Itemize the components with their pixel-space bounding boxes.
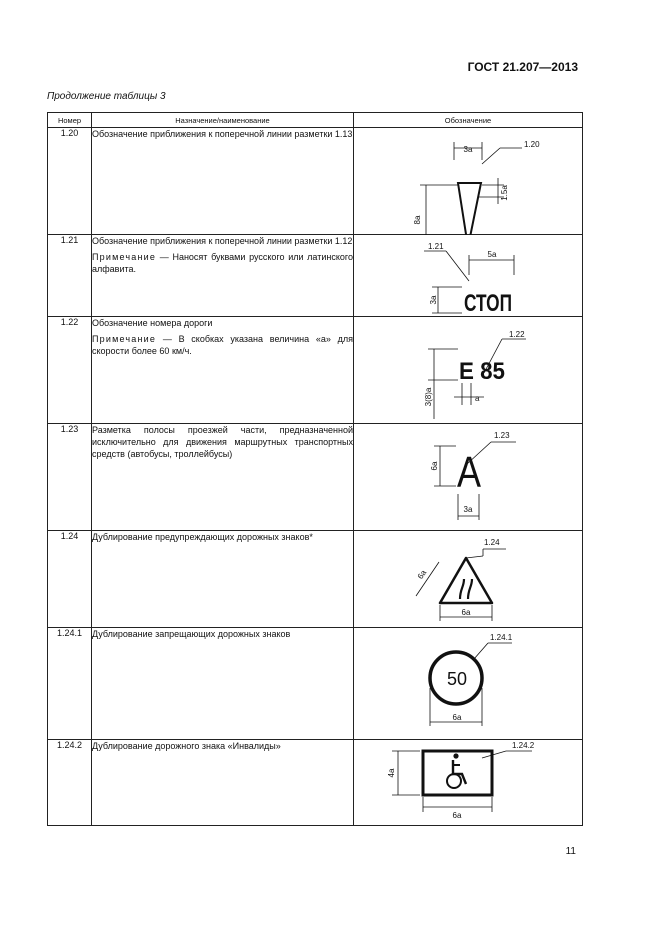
row-description: Разметка полосы проезжей части, предназначенной исключительно для движения маршрутных транспортных средств (автобусы, троллейбусы) <box>92 424 354 531</box>
dim-height: 6a <box>430 461 439 471</box>
dim-width: 3a <box>463 145 473 154</box>
table-row <box>48 235 583 317</box>
dim-width: 3a <box>463 505 473 514</box>
row-number: 1.22 <box>48 317 92 424</box>
col-header-symbol: Обозначение <box>354 113 583 128</box>
page-number: 11 <box>565 846 576 857</box>
warning-triangle-icon <box>440 558 492 603</box>
marking-text: СТОП <box>464 290 512 317</box>
row-symbol <box>354 317 583 424</box>
symbol-1-24-1-drawing <box>354 628 583 740</box>
dim-spacing: a <box>475 394 480 403</box>
row-number: 1.21 <box>48 235 92 317</box>
row-symbol <box>354 628 583 740</box>
row-description: Обозначение номера дороги Примечание — В скобках указана величина «а» для скорости более 60 км/ч. <box>92 317 354 424</box>
marking-ref: 1.21 <box>428 242 444 251</box>
row-number: 1.20 <box>48 128 92 235</box>
dim-offset: 1.5a <box>500 185 509 201</box>
marking-ref: 1.22 <box>509 330 525 339</box>
marking-text: A <box>457 448 482 497</box>
row-description: Дублирование дорожного знака «Инвалиды» <box>92 740 354 826</box>
table-continuation-caption: Продолжение таблицы 3 <box>47 91 166 102</box>
marking-ref: 1.20 <box>524 140 540 149</box>
row-symbol <box>354 531 583 628</box>
symbol-1-24-drawing <box>354 531 583 628</box>
symbol-1-21-drawing <box>354 235 583 317</box>
row-description: Обозначение приближения к поперечной линии разметки 1.13 <box>92 128 354 235</box>
row-number: 1.24.2 <box>48 740 92 826</box>
marking-ref: 1.24.1 <box>490 633 513 642</box>
markings-table <box>47 112 583 826</box>
row-description: Дублирование запрещающих дорожных знаков <box>92 628 354 740</box>
symbol-1-24-2-drawing <box>354 740 583 826</box>
marking-ref: 1.24 <box>484 538 500 547</box>
symbol-1-22-drawing <box>354 317 583 424</box>
table-header-row <box>48 113 583 128</box>
row-symbol <box>354 740 583 826</box>
narrow-road-icon <box>460 579 472 599</box>
col-header-number: Номер <box>48 113 92 128</box>
table-row <box>48 740 583 826</box>
row-number: 1.23 <box>48 424 92 531</box>
dim-height: 8a <box>413 215 422 225</box>
dim-width: 5a <box>487 250 497 259</box>
row-symbol <box>354 235 583 317</box>
row-description: Дублирование предупреждающих дорожных знаков* <box>92 531 354 628</box>
table-row <box>48 628 583 740</box>
marking-ref: 1.23 <box>494 431 510 440</box>
dim-height: 3a <box>429 295 438 305</box>
col-header-name: Назначение/наименование <box>92 113 354 128</box>
table-row <box>48 531 583 628</box>
table-row <box>48 424 583 531</box>
symbol-1-20-drawing <box>354 128 583 235</box>
dim-height: 3(8)a <box>424 387 433 407</box>
dim-width: 6a <box>461 608 471 617</box>
dim-width: 6a <box>452 811 462 820</box>
speed-limit-value: 50 <box>446 669 468 689</box>
row-number: 1.24 <box>48 531 92 628</box>
wheelchair-icon <box>447 753 466 788</box>
marking-ref: 1.24.2 <box>512 741 535 750</box>
table-row <box>48 317 583 424</box>
dim-side: 6a <box>415 568 429 581</box>
dim-width: 6a <box>452 713 462 722</box>
dim-height: 4a <box>387 768 396 778</box>
row-description: Обозначение приближения к поперечной линии разметки 1.12 Примечание — Наносят буквами русского или латинского алфавита. <box>92 235 354 317</box>
row-number: 1.24.1 <box>48 628 92 740</box>
table-row <box>48 128 583 235</box>
row-symbol <box>354 128 583 235</box>
marking-text: E 85 <box>459 358 505 385</box>
row-symbol <box>354 424 583 531</box>
standard-number: ГОСТ 21.207—2013 <box>467 60 578 74</box>
symbol-1-23-drawing <box>354 424 583 531</box>
